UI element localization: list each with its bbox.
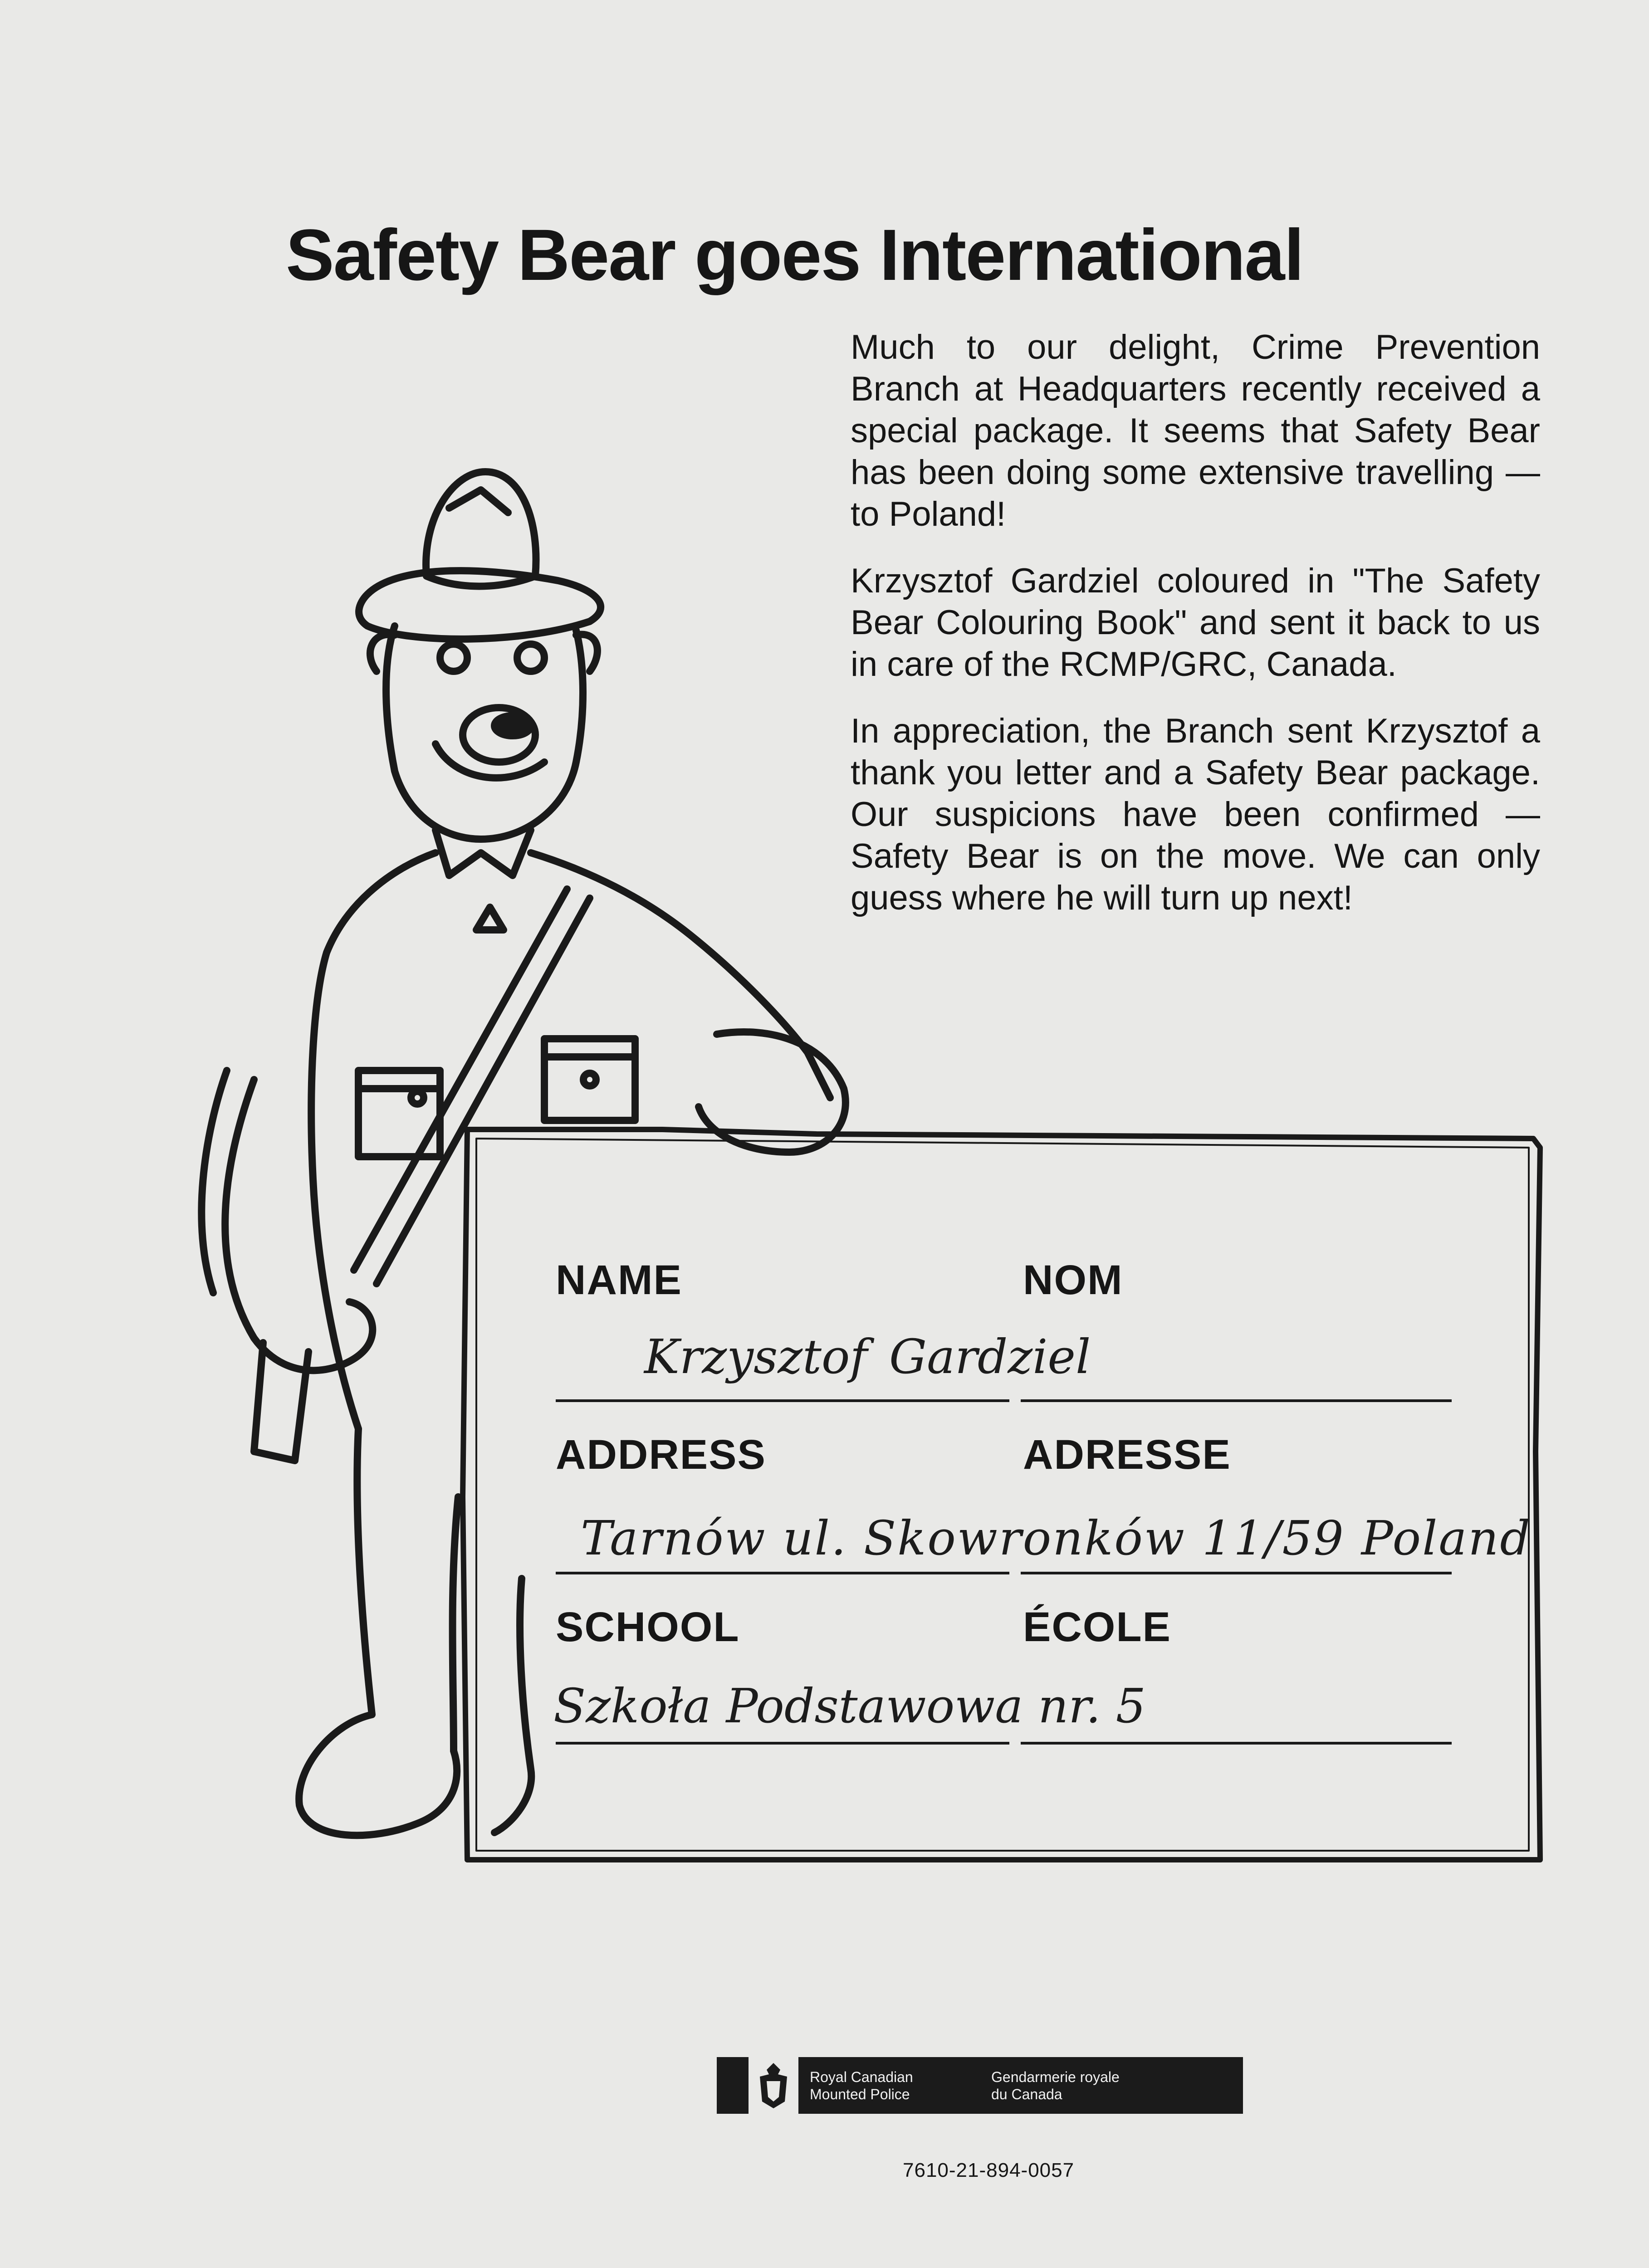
name-label: NAME: [556, 1257, 682, 1303]
logo-text-block: [798, 2057, 1243, 2114]
address-value: Tarnów ul. Skowronków 11/59 Poland: [581, 1510, 1532, 1566]
logo-en-line: Mounted Police: [810, 2086, 910, 2102]
logo-fr-line: Gendarmerie royale: [991, 2068, 1120, 2085]
name-rule: [556, 1399, 1009, 1402]
school-label: SCHOOL: [556, 1604, 740, 1650]
rcmp-logo-bar: [717, 2057, 1243, 2114]
intro-paragraph: Krzysztof Gardziel coloured in "The Safety Bear Colouring Book" and sent it back to us in care of the RCMP/GRC, Canada.: [851, 562, 1540, 684]
nom-rule: [1021, 1399, 1452, 1402]
nom-label: NOM: [1023, 1257, 1123, 1303]
adresse-rule: [1021, 1572, 1452, 1574]
intro-paragraph: In appreciation, the Branch sent Krzysztof a thank you letter and a Safety Bear package. Our suspicions have been confirmed — Safety Bear is on the move. We can only guess where he will turn up next!: [851, 712, 1540, 917]
name-value: Gardziel: [889, 1329, 1091, 1384]
adresse-label: ADRESSE: [1023, 1432, 1231, 1478]
logo-flag-bar: [717, 2057, 749, 2114]
logo-en-line: Royal Canadian: [810, 2068, 913, 2085]
school-value: Szkoła Podstawowa nr. 5: [553, 1678, 1146, 1734]
article-title: Safety Bear goes International: [286, 214, 1303, 295]
ecole-label: ÉCOLE: [1023, 1604, 1171, 1650]
address-label: ADDRESS: [556, 1432, 766, 1478]
school-rule: [556, 1742, 1009, 1745]
catalog-number: 7610-21-894-0057: [903, 2159, 1075, 2181]
name-value: Krzysztof: [644, 1329, 868, 1384]
ecole-rule: [1021, 1742, 1452, 1745]
logo-fr-line: du Canada: [991, 2086, 1062, 2102]
rcmp-crest-icon: [749, 2057, 798, 2114]
intro-paragraph: Much to our delight, Crime Prevention Branch at Headquarters recently received a special package. It seems that Safety Bear has been doing some extensive travelling — to Poland!: [851, 328, 1540, 533]
address-rule: [556, 1572, 1009, 1574]
